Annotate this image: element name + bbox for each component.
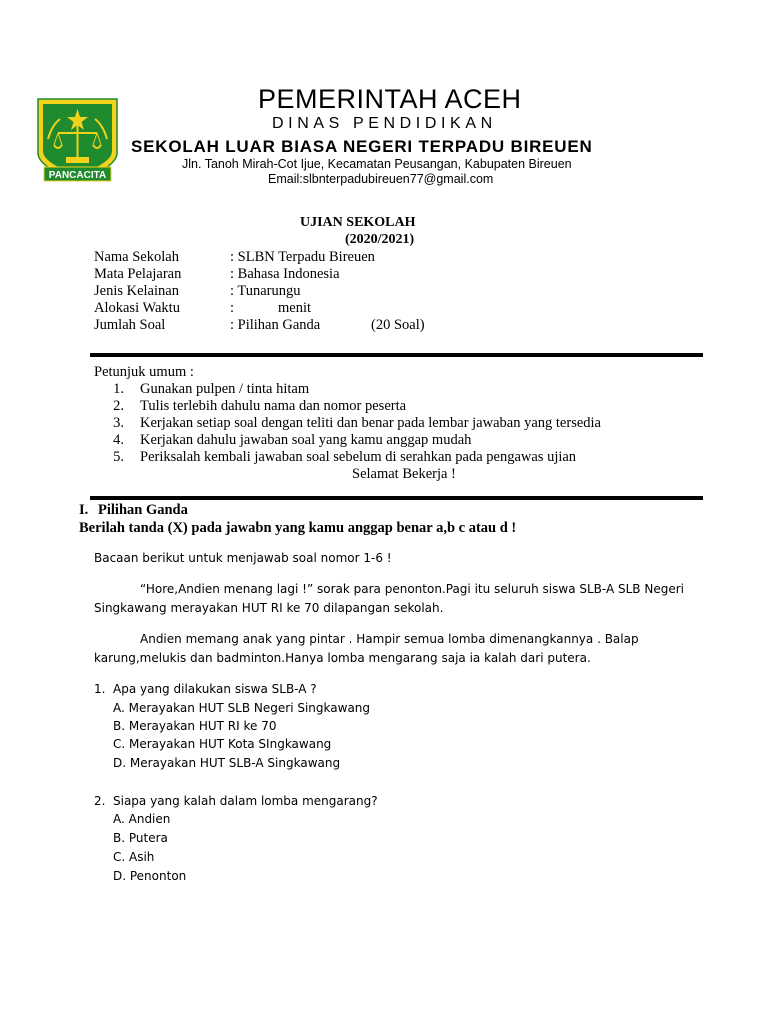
info-label: Alokasi Waktu	[94, 300, 180, 316]
department-title: DINAS PENDIDIKAN	[272, 115, 497, 132]
reading-intro: Bacaan berikut untuk menjawab soal nomor 1-6 !	[94, 551, 392, 565]
exam-title: UJIAN SEKOLAH	[300, 215, 416, 230]
reading-paragraph-line: Singkawang merayakan HUT RI ke 70 dilapangan sekolah.	[94, 601, 444, 615]
logo-text: PANCACITA	[48, 170, 107, 181]
section-directive: Berilah tanda (X) pada jawabn yang kamu anggap benar a,b c atau d !	[79, 520, 517, 536]
info-value: :	[230, 300, 235, 316]
question-number: 1.	[94, 682, 106, 696]
info-label: Nama Sekolah	[94, 249, 179, 265]
info-value: : SLBN Terpadu Bireuen	[230, 249, 375, 265]
divider-rule	[90, 353, 703, 357]
instructions-heading: Petunjuk umum :	[94, 364, 194, 380]
answer-option: D. Merayakan HUT SLB-A Singkawang	[113, 756, 341, 770]
info-value: : Tunarungu	[230, 283, 301, 299]
answer-option: C. Asih	[113, 850, 155, 864]
answer-option: B. Merayakan HUT RI ke 70	[113, 719, 277, 733]
info-label: Mata Pelajaran	[94, 266, 182, 282]
exam-year: (2020/2021)	[345, 232, 415, 247]
answer-option: A. Andien	[113, 812, 171, 826]
info-label: Jenis Kelainan	[94, 283, 179, 299]
question-text: Apa yang dilakukan siswa SLB-A ?	[113, 682, 317, 696]
answer-option: C. Merayakan HUT Kota SIngkawang	[113, 737, 332, 751]
instruction-text: Kerjakan setiap soal dengan teliti dan benar pada lembar jawaban yang tersedia	[140, 415, 601, 431]
instruction-text: Gunakan pulpen / tinta hitam	[140, 381, 310, 397]
question-number: 2.	[94, 794, 106, 808]
info-value: : Pilihan Ganda	[230, 317, 321, 333]
instruction-text: Periksalah kembali jawaban soal sebelum di serahkan pada pengawas ujian	[140, 449, 577, 465]
reading-paragraph-line: karung,melukis dan badminton.Hanya lomba mengarang saja ia kalah dari putera.	[94, 651, 591, 665]
reading-paragraph-line: Andien memang anak yang pintar . Hampir semua lomba dimenangkannya . Balap	[140, 632, 639, 646]
instruction-text: Tulis terlebih dahulu nama dan nomor peserta	[140, 398, 407, 414]
school-email: Email:slbnterpadubireuen77@gmail.com	[268, 172, 494, 186]
section-number: I.	[79, 502, 89, 518]
question-text: Siapa yang kalah dalam lomba mengarang?	[113, 794, 378, 808]
instruction-number: 2.	[113, 398, 124, 414]
answer-option: B. Putera	[113, 831, 168, 845]
instruction-number: 1.	[113, 381, 124, 397]
section-title: Pilihan Ganda	[98, 502, 188, 518]
info-label: Jumlah Soal	[94, 317, 166, 333]
instruction-number: 5.	[113, 449, 124, 465]
answer-option: D. Penonton	[113, 869, 187, 883]
school-name: SEKOLAH LUAR BIASA NEGERI TERPADU BIREUEN	[131, 137, 593, 156]
info-extra: menit	[278, 300, 312, 316]
instruction-number: 4.	[113, 432, 124, 448]
instruction-text: Kerjakan dahulu jawaban soal yang kamu anggap mudah	[140, 432, 472, 448]
reading-paragraph-line: “Hore,Andien menang lagi !” sorak para penonton.Pagi itu seluruh siswa SLB-A SLB Negeri	[140, 582, 684, 596]
divider-rule	[90, 496, 703, 500]
answer-option: A. Merayakan HUT SLB Negeri Singkawang	[113, 701, 371, 715]
instruction-number: 3.	[113, 415, 124, 431]
info-extra: (20 Soal)	[371, 317, 425, 333]
school-address: Jln. Tanoh Mirah-Cot Ijue, Kecamatan Peusangan, Kabupaten Bireuen	[182, 157, 572, 171]
pancacita-logo	[30, 95, 125, 185]
government-title: PEMERINTAH ACEH	[258, 84, 522, 114]
instructions-closing: Selamat Bekerja !	[352, 466, 456, 482]
info-value: : Bahasa Indonesia	[230, 266, 340, 282]
